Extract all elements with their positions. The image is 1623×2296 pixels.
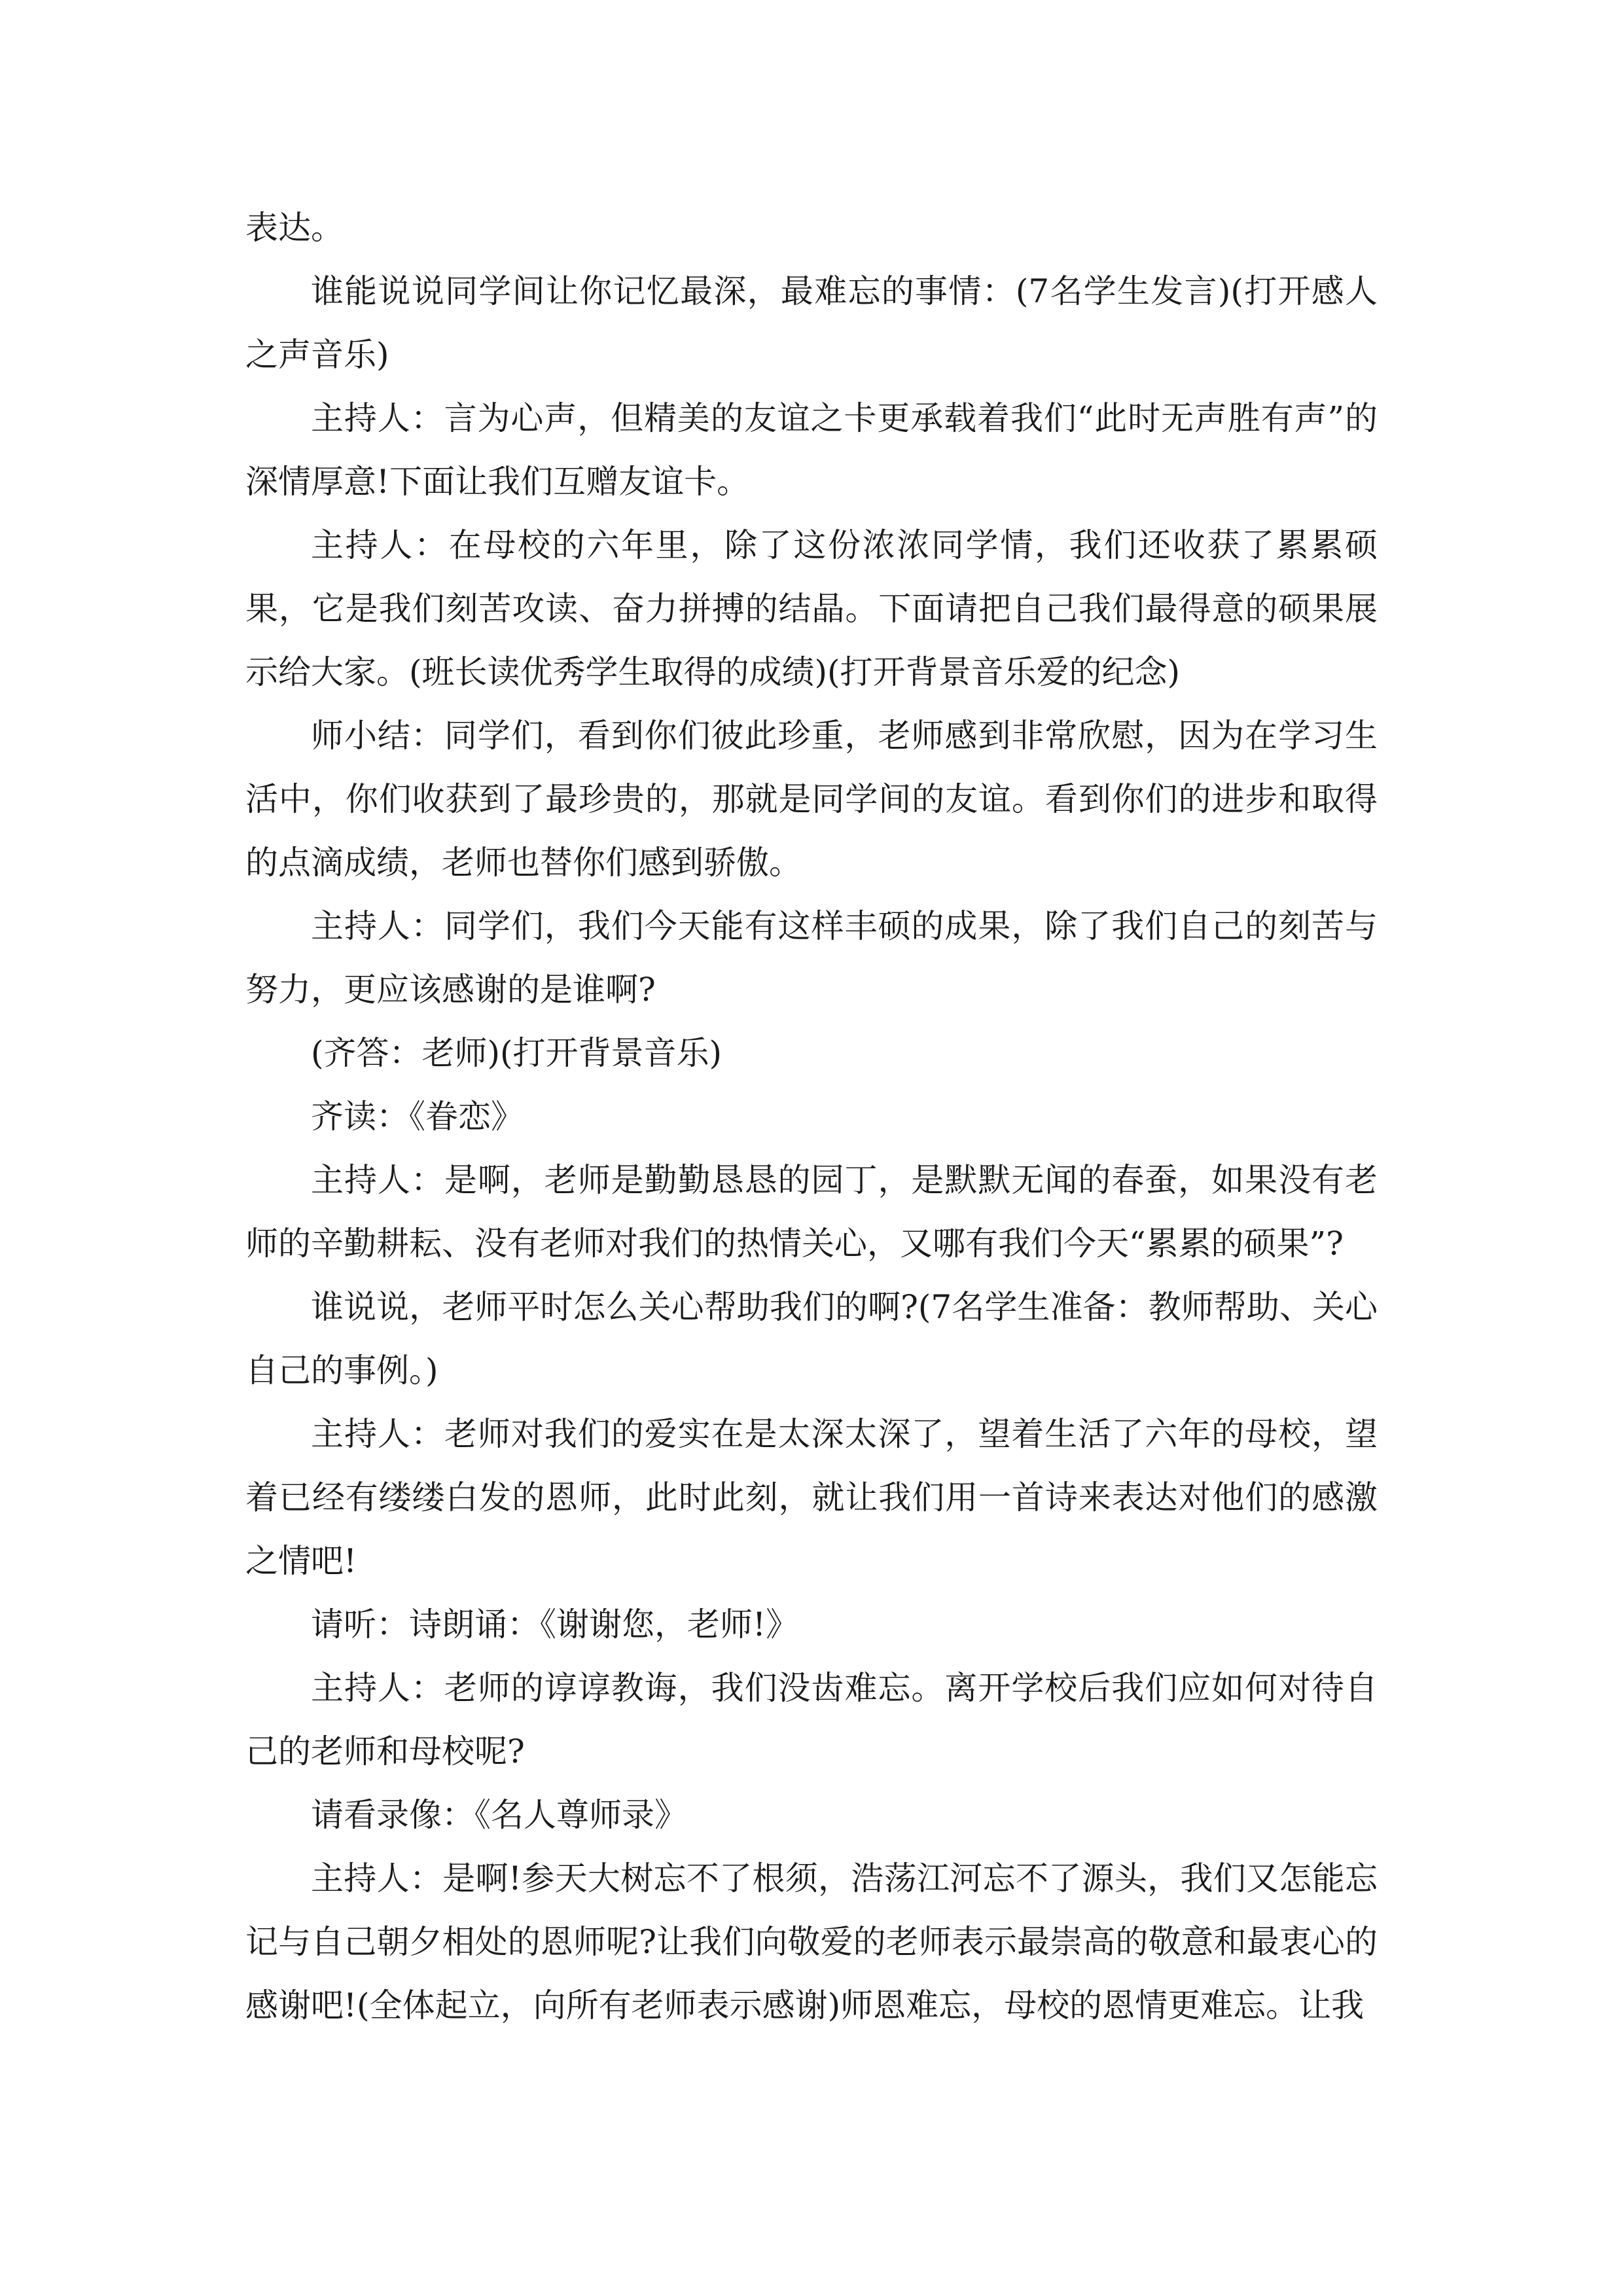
paragraph: 请听：诗朗诵：《谢谢您，老师!》 [311, 1605, 799, 1643]
paragraph: 主持人：在母校的六年里，除了这份浓浓同学情，我们还收获了累累硕果，它是我们刻苦攻读、奋力拼搏的结晶。下面请把自己我们最得意的硕果展示给大家。(班长读优秀学生取得的成绩)(打开背景音乐爱的纪念) [245, 526, 1378, 691]
paragraph: (齐答：老师)(打开背景音乐) [311, 1034, 722, 1072]
paragraph: 主持人：是啊，老师是勤勤恳恳的园丁，是默默无闻的春蚕，如果没有老师的辛勤耕耘、没有老师对我们的热情关心，又哪有我们今天“累累的硕果”? [245, 1161, 1378, 1263]
document-body [245, 196, 1378, 2037]
paragraph: 齐读：《眷恋》 [311, 1098, 524, 1136]
paragraph: 谁能说说同学间让你记忆最深，最难忘的事情：(7名学生发言)(打开感人之声音乐) [245, 272, 1378, 374]
paragraph: 主持人：老师的谆谆教诲，我们没齿难忘。离开学校后我们应如何对待自己的老师和母校呢? [245, 1669, 1378, 1770]
paragraph: 请看录像：《名人尊师录》 [311, 1796, 687, 1834]
paragraph: 主持人：同学们，我们今天能有这样丰硕的成果，除了我们自己的刻苦与努力，更应该感谢的是谁啊? [245, 907, 1378, 1009]
paragraph: 主持人：老师对我们的爱实在是太深太深了，望着生活了六年的母校，望着已经有缕缕白发的恩师，此时此刻，就让我们用一首诗来表达对他们的感激之情吧! [245, 1415, 1378, 1580]
paragraph-continuation: 表达。 [245, 209, 344, 247]
paragraph: 主持人：言为心声，但精美的友谊之卡更承载着我们“此时无声胜有声”的深情厚意!下面让我们互赠友谊卡。 [245, 399, 1378, 501]
paragraph: 谁说说，老师平时怎么关心帮助我们的啊?(7名学生准备：教师帮助、关心自己的事例。) [245, 1288, 1378, 1390]
paragraph: 师小结：同学们，看到你们彼此珍重，老师感到非常欣慰，因为在学习生活中，你们收获到了最珍贵的，那就是同学间的友谊。看到你们的进步和取得的点滴成绩，老师也替你们感到骄傲。 [245, 717, 1378, 882]
paragraph: 主持人：是啊!参天大树忘不了根须，浩荡江河忘不了源头，我们又怎能忘记与自己朝夕相处的恩师呢?让我们向敬爱的老师表示最崇高的敬意和最衷心的感谢吧!(全体起立，向所有老师表示感谢)师恩难忘，母校的恩情更难忘。让我 [245, 1859, 1378, 2024]
